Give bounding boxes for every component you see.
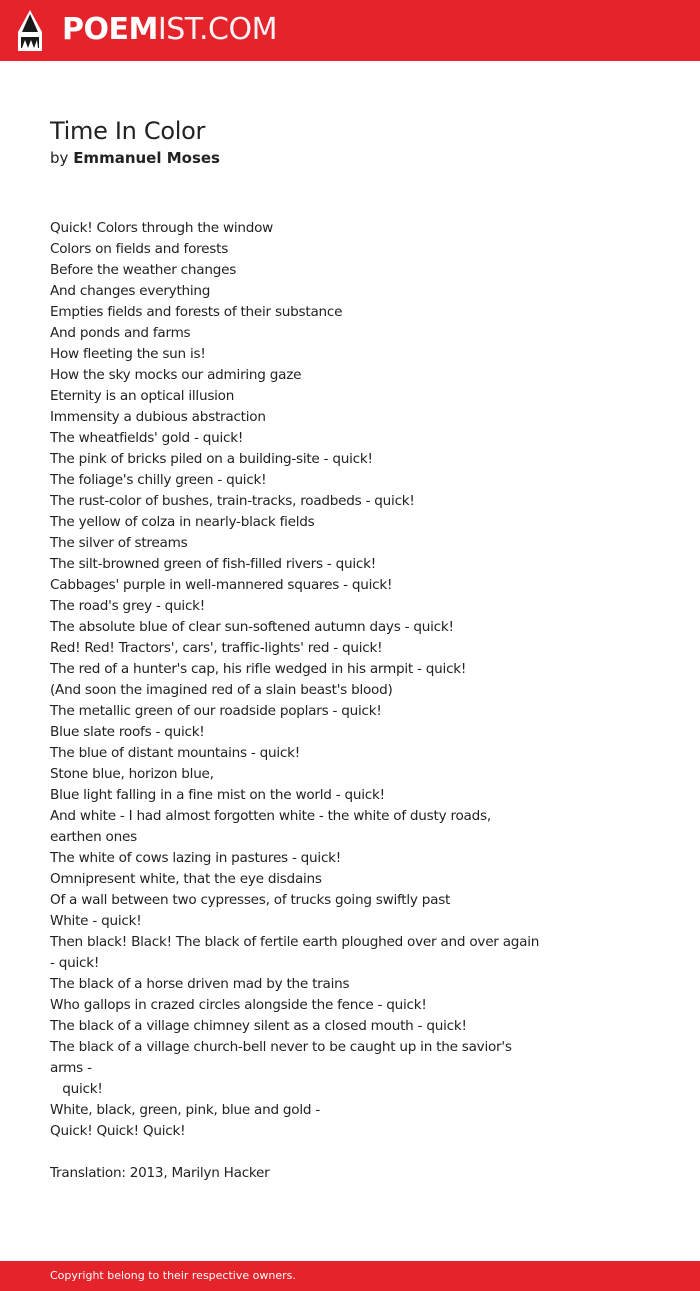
poem-line: Immensity a dubious abstraction [50, 409, 266, 425]
site-footer [0, 1261, 700, 1291]
poem-line: The black of a horse driven mad by the trains [50, 976, 350, 992]
poem-line: (And soon the imagined red of a slain beast's blood) [50, 682, 393, 698]
poem-line: How the sky mocks our admiring gaze [50, 367, 302, 383]
poem-author: Emmanuel Moses [73, 149, 220, 167]
poem-line: And ponds and farms [50, 325, 191, 341]
poem-line: The pink of bricks piled on a building-site - quick! [50, 451, 373, 467]
poem-line: Omnipresent white, that the eye disdains [50, 871, 322, 887]
translation-credit: Translation: 2013, Marilyn Hacker [50, 1165, 270, 1181]
poem-body [50, 218, 560, 1142]
poem-line: And changes everything [50, 283, 211, 299]
poem-line: The road's grey - quick! [50, 598, 206, 614]
poem-line: Of a wall between two cypresses, of trucks going swiftly past [50, 892, 451, 908]
poem-line: The absolute blue of clear sun-softened autumn days - quick! [50, 619, 454, 635]
poem-line: Red! Red! Tractors', cars', traffic-lights' red - quick! [50, 640, 383, 656]
poem-line: earthen ones [50, 829, 137, 845]
poem-line: Colors on fields and forests [50, 241, 229, 257]
poem-line: Blue light falling in a fine mist on the world - quick! [50, 787, 385, 803]
poem-line: The foliage's chilly green - quick! [50, 472, 267, 488]
poem-line: quick! [50, 1081, 103, 1097]
poem-line: - quick! [50, 955, 100, 971]
poem-title: Time In Color [50, 117, 206, 145]
poem-line: Before the weather changes [50, 262, 237, 278]
poem-line: Quick! Colors through the window [50, 220, 274, 236]
poem-line: Cabbages' purple in well-mannered squares - quick! [50, 577, 393, 593]
poem-line: Who gallops in crazed circles alongside the fence - quick! [50, 997, 427, 1013]
poem-line: The black of a village chimney silent as a closed mouth - quick! [50, 1018, 467, 1034]
poem-line: The yellow of colza in nearly-black fields [50, 514, 315, 530]
poem-line: How fleeting the sun is! [50, 346, 206, 362]
poem-line: Eternity is an optical illusion [50, 388, 235, 404]
poem-line: The black of a village church-bell never to be caught up in the savior's [50, 1039, 512, 1055]
poem-line: The silver of streams [50, 535, 188, 551]
poem-line: The wheatfields' gold - quick! [50, 430, 244, 446]
poem-line: Quick! Quick! Quick! [50, 1123, 186, 1139]
site-logo-text[interactable] [62, 12, 277, 48]
poem-line: The blue of distant mountains - quick! [50, 745, 300, 761]
poem-byline [50, 148, 220, 168]
copyright-notice: Copyright belong to their respective owners. [50, 1269, 296, 1282]
poem-line: The rust-color of bushes, train-tracks, roadbeds - quick! [50, 493, 415, 509]
poem-line: Empties fields and forests of their substance [50, 304, 343, 320]
poem-line: The white of cows lazing in pastures - quick! [50, 850, 341, 866]
poem-line: Then black! Black! The black of fertile earth ploughed over and over again [50, 934, 540, 950]
poem-line: Blue slate roofs - quick! [50, 724, 205, 740]
pencil-tip-icon[interactable] [18, 10, 42, 51]
poem-line: The red of a hunter's cap, his rifle wedged in his armpit - quick! [50, 661, 467, 677]
brand-light: IST.COM [157, 12, 277, 47]
poem-line: The metallic green of our roadside poplars - quick! [50, 703, 382, 719]
poem-line: White - quick! [50, 913, 142, 929]
poem-line: White, black, green, pink, blue and gold - [50, 1102, 321, 1118]
poem-line: arms - [50, 1060, 92, 1076]
site-header [0, 0, 700, 61]
byline-prefix: by [50, 149, 69, 167]
poem-line: Stone blue, horizon blue, [50, 766, 214, 782]
brand-bold: POEM [62, 12, 158, 47]
poem-line: And white - I had almost forgotten white - the white of dusty roads, [50, 808, 491, 824]
poem-line: The silt-browned green of fish-filled rivers - quick! [50, 556, 376, 572]
